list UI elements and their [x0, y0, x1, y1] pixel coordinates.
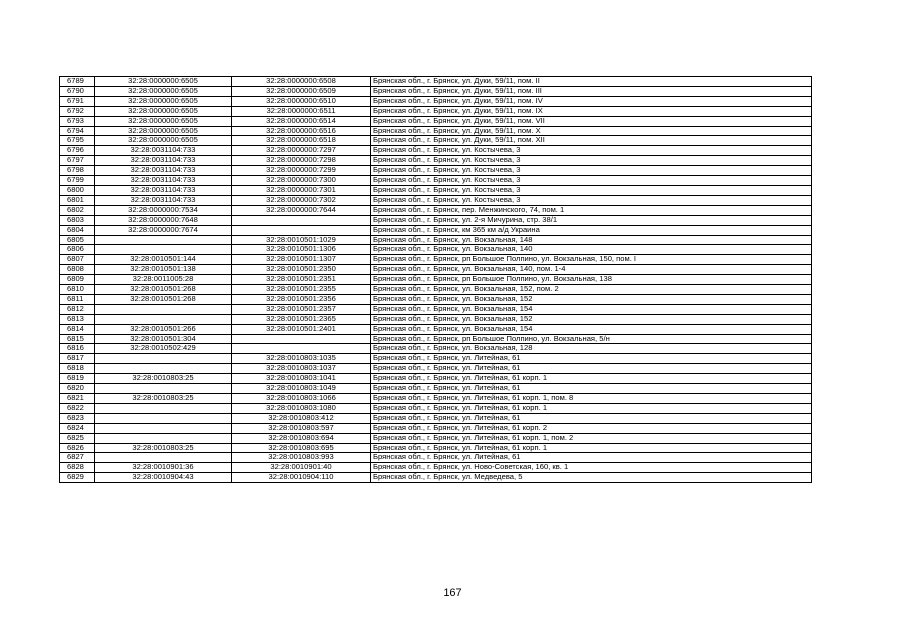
land-cadastral-number-cell: 32:28:0000000:6505	[95, 126, 232, 136]
land-cadastral-number-cell: 32:28:0000000:7648	[95, 215, 232, 225]
land-cadastral-number-cell	[95, 314, 232, 324]
land-cadastral-number-cell	[95, 423, 232, 433]
address-cell: Брянская обл., г. Брянск, ул. 2-я Мичурина, стр. 38/1	[371, 215, 812, 225]
address-cell: Брянская обл., г. Брянск, ул. Вокзальная, 152	[371, 314, 812, 324]
address-cell: Брянская обл., г. Брянск, ул. Литейная, 61 корп. 1, пом. 2	[371, 433, 812, 443]
address-cell: Брянская обл., г. Брянск, ул. Литейная, 61	[371, 384, 812, 394]
object-cadastral-number-cell	[232, 344, 371, 354]
object-cadastral-number-cell	[232, 334, 371, 344]
object-cadastral-number-cell: 32:28:0000000:7299	[232, 166, 371, 176]
row-number-cell: 6802	[60, 205, 95, 215]
address-cell: Брянская обл., г. Брянск, рп Большое Полпино, ул. Вокзальная, 150, пом. I	[371, 255, 812, 265]
land-cadastral-number-cell	[95, 413, 232, 423]
table-row	[60, 245, 812, 255]
row-number-cell: 6813	[60, 314, 95, 324]
address-cell: Брянская обл., г. Брянск, ул. Литейная, 61 корп. 1	[371, 374, 812, 384]
table-row	[60, 195, 812, 205]
object-cadastral-number-cell: 32:28:0010501:2401	[232, 324, 371, 334]
table-row	[60, 364, 812, 374]
table-row	[60, 205, 812, 215]
row-number-cell: 6799	[60, 176, 95, 186]
land-cadastral-number-cell: 32:28:0010502:429	[95, 344, 232, 354]
table-row	[60, 146, 812, 156]
table-row	[60, 215, 812, 225]
address-cell: Брянская обл., г. Брянск, ул. Литейная, 61 корп. 2	[371, 423, 812, 433]
object-cadastral-number-cell: 32:28:0010803:1080	[232, 403, 371, 413]
table-row	[60, 314, 812, 324]
table-row	[60, 265, 812, 275]
table-row	[60, 473, 812, 483]
table-row	[60, 185, 812, 195]
address-cell: Брянская обл., г. Брянск, км 365 км а/д Украина	[371, 225, 812, 235]
land-cadastral-number-cell: 32:28:0011005:28	[95, 275, 232, 285]
table-row	[60, 433, 812, 443]
address-cell: Брянская обл., г. Брянск, ул. Костычева, 3	[371, 146, 812, 156]
address-cell: Брянская обл., г. Брянск, ул. Дуки, 59/11, пом. III	[371, 86, 812, 96]
object-cadastral-number-cell: 32:28:0000000:6514	[232, 116, 371, 126]
object-cadastral-number-cell: 32:28:0010803:1066	[232, 394, 371, 404]
table-row	[60, 176, 812, 186]
address-cell: Брянская обл., г. Брянск, ул. Дуки, 59/11, пом. X	[371, 126, 812, 136]
row-number-cell: 6823	[60, 413, 95, 423]
address-cell: Брянская обл., г. Брянск, ул. Костычева, 3	[371, 176, 812, 186]
row-number-cell: 6803	[60, 215, 95, 225]
table-row	[60, 354, 812, 364]
land-cadastral-number-cell	[95, 354, 232, 364]
land-cadastral-number-cell: 32:28:0010501:304	[95, 334, 232, 344]
object-cadastral-number-cell: 32:28:0000000:7644	[232, 205, 371, 215]
object-cadastral-number-cell: 32:28:0000000:7300	[232, 176, 371, 186]
address-cell: Брянская обл., г. Брянск, ул. Дуки, 59/11, пом. IV	[371, 96, 812, 106]
address-cell: Брянская обл., г. Брянск, ул. Дуки, 59/11, пом. XII	[371, 136, 812, 146]
row-number-cell: 6816	[60, 344, 95, 354]
object-cadastral-number-cell: 32:28:0010803:597	[232, 423, 371, 433]
land-cadastral-number-cell: 32:28:0000000:6505	[95, 106, 232, 116]
table-row	[60, 86, 812, 96]
land-cadastral-number-cell: 32:28:0010901:36	[95, 463, 232, 473]
land-cadastral-number-cell: 32:28:0000000:6505	[95, 116, 232, 126]
object-cadastral-number-cell: 32:28:0010803:694	[232, 433, 371, 443]
land-cadastral-number-cell: 32:28:0010501:268	[95, 285, 232, 295]
land-cadastral-number-cell: 32:28:0010501:138	[95, 265, 232, 275]
row-number-cell: 6796	[60, 146, 95, 156]
row-number-cell: 6797	[60, 156, 95, 166]
table-row	[60, 126, 812, 136]
address-cell: Брянская обл., г. Брянск, ул. Вокзальная, 152, пом. 2	[371, 285, 812, 295]
land-cadastral-number-cell: 32:28:0031104:733	[95, 146, 232, 156]
row-number-cell: 6792	[60, 106, 95, 116]
table-row	[60, 275, 812, 285]
table-row	[60, 334, 812, 344]
table-row	[60, 423, 812, 433]
table-row	[60, 324, 812, 334]
row-number-cell: 6812	[60, 304, 95, 314]
address-cell: Брянская обл., г. Брянск, рп Большое Полпино, ул. Вокзальная, 138	[371, 275, 812, 285]
row-number-cell: 6795	[60, 136, 95, 146]
address-cell: Брянская обл., г. Брянск, ул. Литейная, 61	[371, 364, 812, 374]
table-row	[60, 116, 812, 126]
object-cadastral-number-cell: 32:28:0010501:2356	[232, 294, 371, 304]
row-number-cell: 6829	[60, 473, 95, 483]
table-row	[60, 304, 812, 314]
address-cell: Брянская обл., г. Брянск, ул. Вокзальная, 154	[371, 304, 812, 314]
table-row	[60, 344, 812, 354]
row-number-cell: 6801	[60, 195, 95, 205]
row-number-cell: 6817	[60, 354, 95, 364]
table-row	[60, 384, 812, 394]
row-number-cell: 6822	[60, 403, 95, 413]
land-cadastral-number-cell: 32:28:0010501:268	[95, 294, 232, 304]
land-cadastral-number-cell	[95, 453, 232, 463]
table-row	[60, 453, 812, 463]
address-cell: Брянская обл., г. Брянск, ул. Литейная, 61	[371, 413, 812, 423]
row-number-cell: 6825	[60, 433, 95, 443]
land-cadastral-number-cell: 32:28:0010501:144	[95, 255, 232, 265]
table-row	[60, 156, 812, 166]
row-number-cell: 6790	[60, 86, 95, 96]
row-number-cell: 6815	[60, 334, 95, 344]
address-cell: Брянская обл., г. Брянск, ул. Костычева, 3	[371, 185, 812, 195]
row-number-cell: 6798	[60, 166, 95, 176]
address-cell: Брянская обл., г. Брянск, ул. Дуки, 59/11, пом. II	[371, 77, 812, 87]
address-cell: Брянская обл., г. Брянск, ул. Дуки, 59/11, пом. IX	[371, 106, 812, 116]
object-cadastral-number-cell: 32:28:0010501:2365	[232, 314, 371, 324]
land-cadastral-number-cell: 32:28:0010803:25	[95, 374, 232, 384]
table-row	[60, 394, 812, 404]
address-cell: Брянская обл., г. Брянск, ул. Костычева, 3	[371, 156, 812, 166]
table-row	[60, 235, 812, 245]
row-number-cell: 6791	[60, 96, 95, 106]
object-cadastral-number-cell: 32:28:0000000:6516	[232, 126, 371, 136]
address-cell: Брянская обл., г. Брянск, ул. Дуки, 59/11, пом. VII	[371, 116, 812, 126]
row-number-cell: 6814	[60, 324, 95, 334]
row-number-cell: 6818	[60, 364, 95, 374]
address-cell: Брянская обл., г. Брянск, ул. Литейная, 61 корп. 1, пом. 8	[371, 394, 812, 404]
object-cadastral-number-cell: 32:28:0000000:7297	[232, 146, 371, 156]
land-cadastral-number-cell: 32:28:0010803:25	[95, 394, 232, 404]
land-cadastral-number-cell	[95, 433, 232, 443]
object-cadastral-number-cell: 32:28:0010803:1049	[232, 384, 371, 394]
object-cadastral-number-cell: 32:28:0010803:412	[232, 413, 371, 423]
land-cadastral-number-cell: 32:28:0000000:6505	[95, 86, 232, 96]
object-cadastral-number-cell: 32:28:0000000:6508	[232, 77, 371, 87]
row-number-cell: 6800	[60, 185, 95, 195]
registry-table-container	[59, 76, 811, 483]
table-row	[60, 106, 812, 116]
address-cell: Брянская обл., г. Брянск, ул. Вокзальная, 154	[371, 324, 812, 334]
table-row	[60, 374, 812, 384]
object-cadastral-number-cell	[232, 225, 371, 235]
object-cadastral-number-cell: 32:28:0000000:6511	[232, 106, 371, 116]
table-row	[60, 166, 812, 176]
object-cadastral-number-cell: 32:28:0000000:6509	[232, 86, 371, 96]
object-cadastral-number-cell: 32:28:0000000:7302	[232, 195, 371, 205]
table-row	[60, 463, 812, 473]
row-number-cell: 6789	[60, 77, 95, 87]
address-cell: Брянская обл., г. Брянск, ул. Ново-Советская, 160, кв. 1	[371, 463, 812, 473]
land-cadastral-number-cell: 32:28:0010803:25	[95, 443, 232, 453]
object-cadastral-number-cell: 32:28:0010803:1041	[232, 374, 371, 384]
row-number-cell: 6827	[60, 453, 95, 463]
row-number-cell: 6811	[60, 294, 95, 304]
row-number-cell: 6824	[60, 423, 95, 433]
land-cadastral-number-cell	[95, 304, 232, 314]
table-row	[60, 225, 812, 235]
row-number-cell: 6808	[60, 265, 95, 275]
table-row	[60, 136, 812, 146]
row-number-cell: 6807	[60, 255, 95, 265]
land-cadastral-number-cell: 32:28:0010501:266	[95, 324, 232, 334]
address-cell: Брянская обл., г. Брянск, ул. Литейная, 61	[371, 354, 812, 364]
land-cadastral-number-cell	[95, 235, 232, 245]
land-cadastral-number-cell: 32:28:0000000:6505	[95, 77, 232, 87]
row-number-cell: 6820	[60, 384, 95, 394]
object-cadastral-number-cell: 32:28:0010501:2351	[232, 275, 371, 285]
address-cell: Брянская обл., г. Брянск, ул. Литейная, 61	[371, 453, 812, 463]
land-cadastral-number-cell: 32:28:0031104:733	[95, 195, 232, 205]
row-number-cell: 6821	[60, 394, 95, 404]
row-number-cell: 6794	[60, 126, 95, 136]
address-cell: Брянская обл., г. Брянск, ул. Вокзальная, 152	[371, 294, 812, 304]
object-cadastral-number-cell	[232, 215, 371, 225]
row-number-cell: 6810	[60, 285, 95, 295]
object-cadastral-number-cell: 32:28:0000000:7301	[232, 185, 371, 195]
land-cadastral-number-cell: 32:28:0000000:7674	[95, 225, 232, 235]
land-cadastral-number-cell: 32:28:0000000:6505	[95, 136, 232, 146]
land-cadastral-number-cell	[95, 384, 232, 394]
address-cell: Брянская обл., г. Брянск, ул. Вокзальная, 148	[371, 235, 812, 245]
object-cadastral-number-cell: 32:28:0000000:6510	[232, 96, 371, 106]
table-row	[60, 255, 812, 265]
registry-table-body	[60, 77, 812, 483]
address-cell: Брянская обл., г. Брянск, ул. Костычева, 3	[371, 195, 812, 205]
row-number-cell: 6828	[60, 463, 95, 473]
land-cadastral-number-cell: 32:28:0031104:733	[95, 185, 232, 195]
address-cell: Брянская обл., г. Брянск, ул. Вокзальная, 140, пом. 1-4	[371, 265, 812, 275]
table-row	[60, 413, 812, 423]
row-number-cell: 6805	[60, 235, 95, 245]
row-number-cell: 6804	[60, 225, 95, 235]
table-row	[60, 443, 812, 453]
address-cell: Брянская обл., г. Брянск, ул. Вокзальная, 128	[371, 344, 812, 354]
object-cadastral-number-cell: 32:28:0010901:40	[232, 463, 371, 473]
table-row	[60, 285, 812, 295]
object-cadastral-number-cell: 32:28:0010803:1035	[232, 354, 371, 364]
row-number-cell: 6793	[60, 116, 95, 126]
row-number-cell: 6826	[60, 443, 95, 453]
land-cadastral-number-cell	[95, 403, 232, 413]
address-cell: Брянская обл., г. Брянск, ул. Костычева, 3	[371, 166, 812, 176]
object-cadastral-number-cell: 32:28:0010501:2355	[232, 285, 371, 295]
object-cadastral-number-cell: 32:28:0010501:2350	[232, 265, 371, 275]
land-cadastral-number-cell: 32:28:0010904:43	[95, 473, 232, 483]
page-number: 167	[443, 587, 462, 599]
address-cell: Брянская обл., г. Брянск, ул. Литейная, 61 корп. 1	[371, 443, 812, 453]
land-cadastral-number-cell: 32:28:0031104:733	[95, 176, 232, 186]
object-cadastral-number-cell: 32:28:0010904:110	[232, 473, 371, 483]
land-cadastral-number-cell	[95, 245, 232, 255]
object-cadastral-number-cell: 32:28:0000000:6518	[232, 136, 371, 146]
row-number-cell: 6819	[60, 374, 95, 384]
address-cell: Брянская обл., г. Брянск, ул. Медведева, 5	[371, 473, 812, 483]
object-cadastral-number-cell: 32:28:0010501:1307	[232, 255, 371, 265]
address-cell: Брянская обл., г. Брянск, пер. Менжинского, 74, пом. 1	[371, 205, 812, 215]
object-cadastral-number-cell: 32:28:0010501:1306	[232, 245, 371, 255]
table-row	[60, 294, 812, 304]
address-cell: Брянская обл., г. Брянск, рп Большое Полпино, ул. Вокзальная, 5/н	[371, 334, 812, 344]
table-row	[60, 77, 812, 87]
row-number-cell: 6809	[60, 275, 95, 285]
registry-table	[59, 76, 812, 483]
table-row	[60, 96, 812, 106]
land-cadastral-number-cell: 32:28:0000000:7534	[95, 205, 232, 215]
land-cadastral-number-cell: 32:28:0031104:733	[95, 166, 232, 176]
row-number-cell: 6806	[60, 245, 95, 255]
object-cadastral-number-cell: 32:28:0010803:993	[232, 453, 371, 463]
object-cadastral-number-cell: 32:28:0010501:2357	[232, 304, 371, 314]
address-cell: Брянская обл., г. Брянск, ул. Литейная, 61 корп. 1	[371, 403, 812, 413]
land-cadastral-number-cell	[95, 364, 232, 374]
land-cadastral-number-cell: 32:28:0031104:733	[95, 156, 232, 166]
object-cadastral-number-cell: 32:28:0010803:1037	[232, 364, 371, 374]
table-row	[60, 403, 812, 413]
object-cadastral-number-cell: 32:28:0000000:7298	[232, 156, 371, 166]
land-cadastral-number-cell: 32:28:0000000:6505	[95, 96, 232, 106]
object-cadastral-number-cell: 32:28:0010501:1029	[232, 235, 371, 245]
address-cell: Брянская обл., г. Брянск, ул. Вокзальная, 140	[371, 245, 812, 255]
object-cadastral-number-cell: 32:28:0010803:695	[232, 443, 371, 453]
